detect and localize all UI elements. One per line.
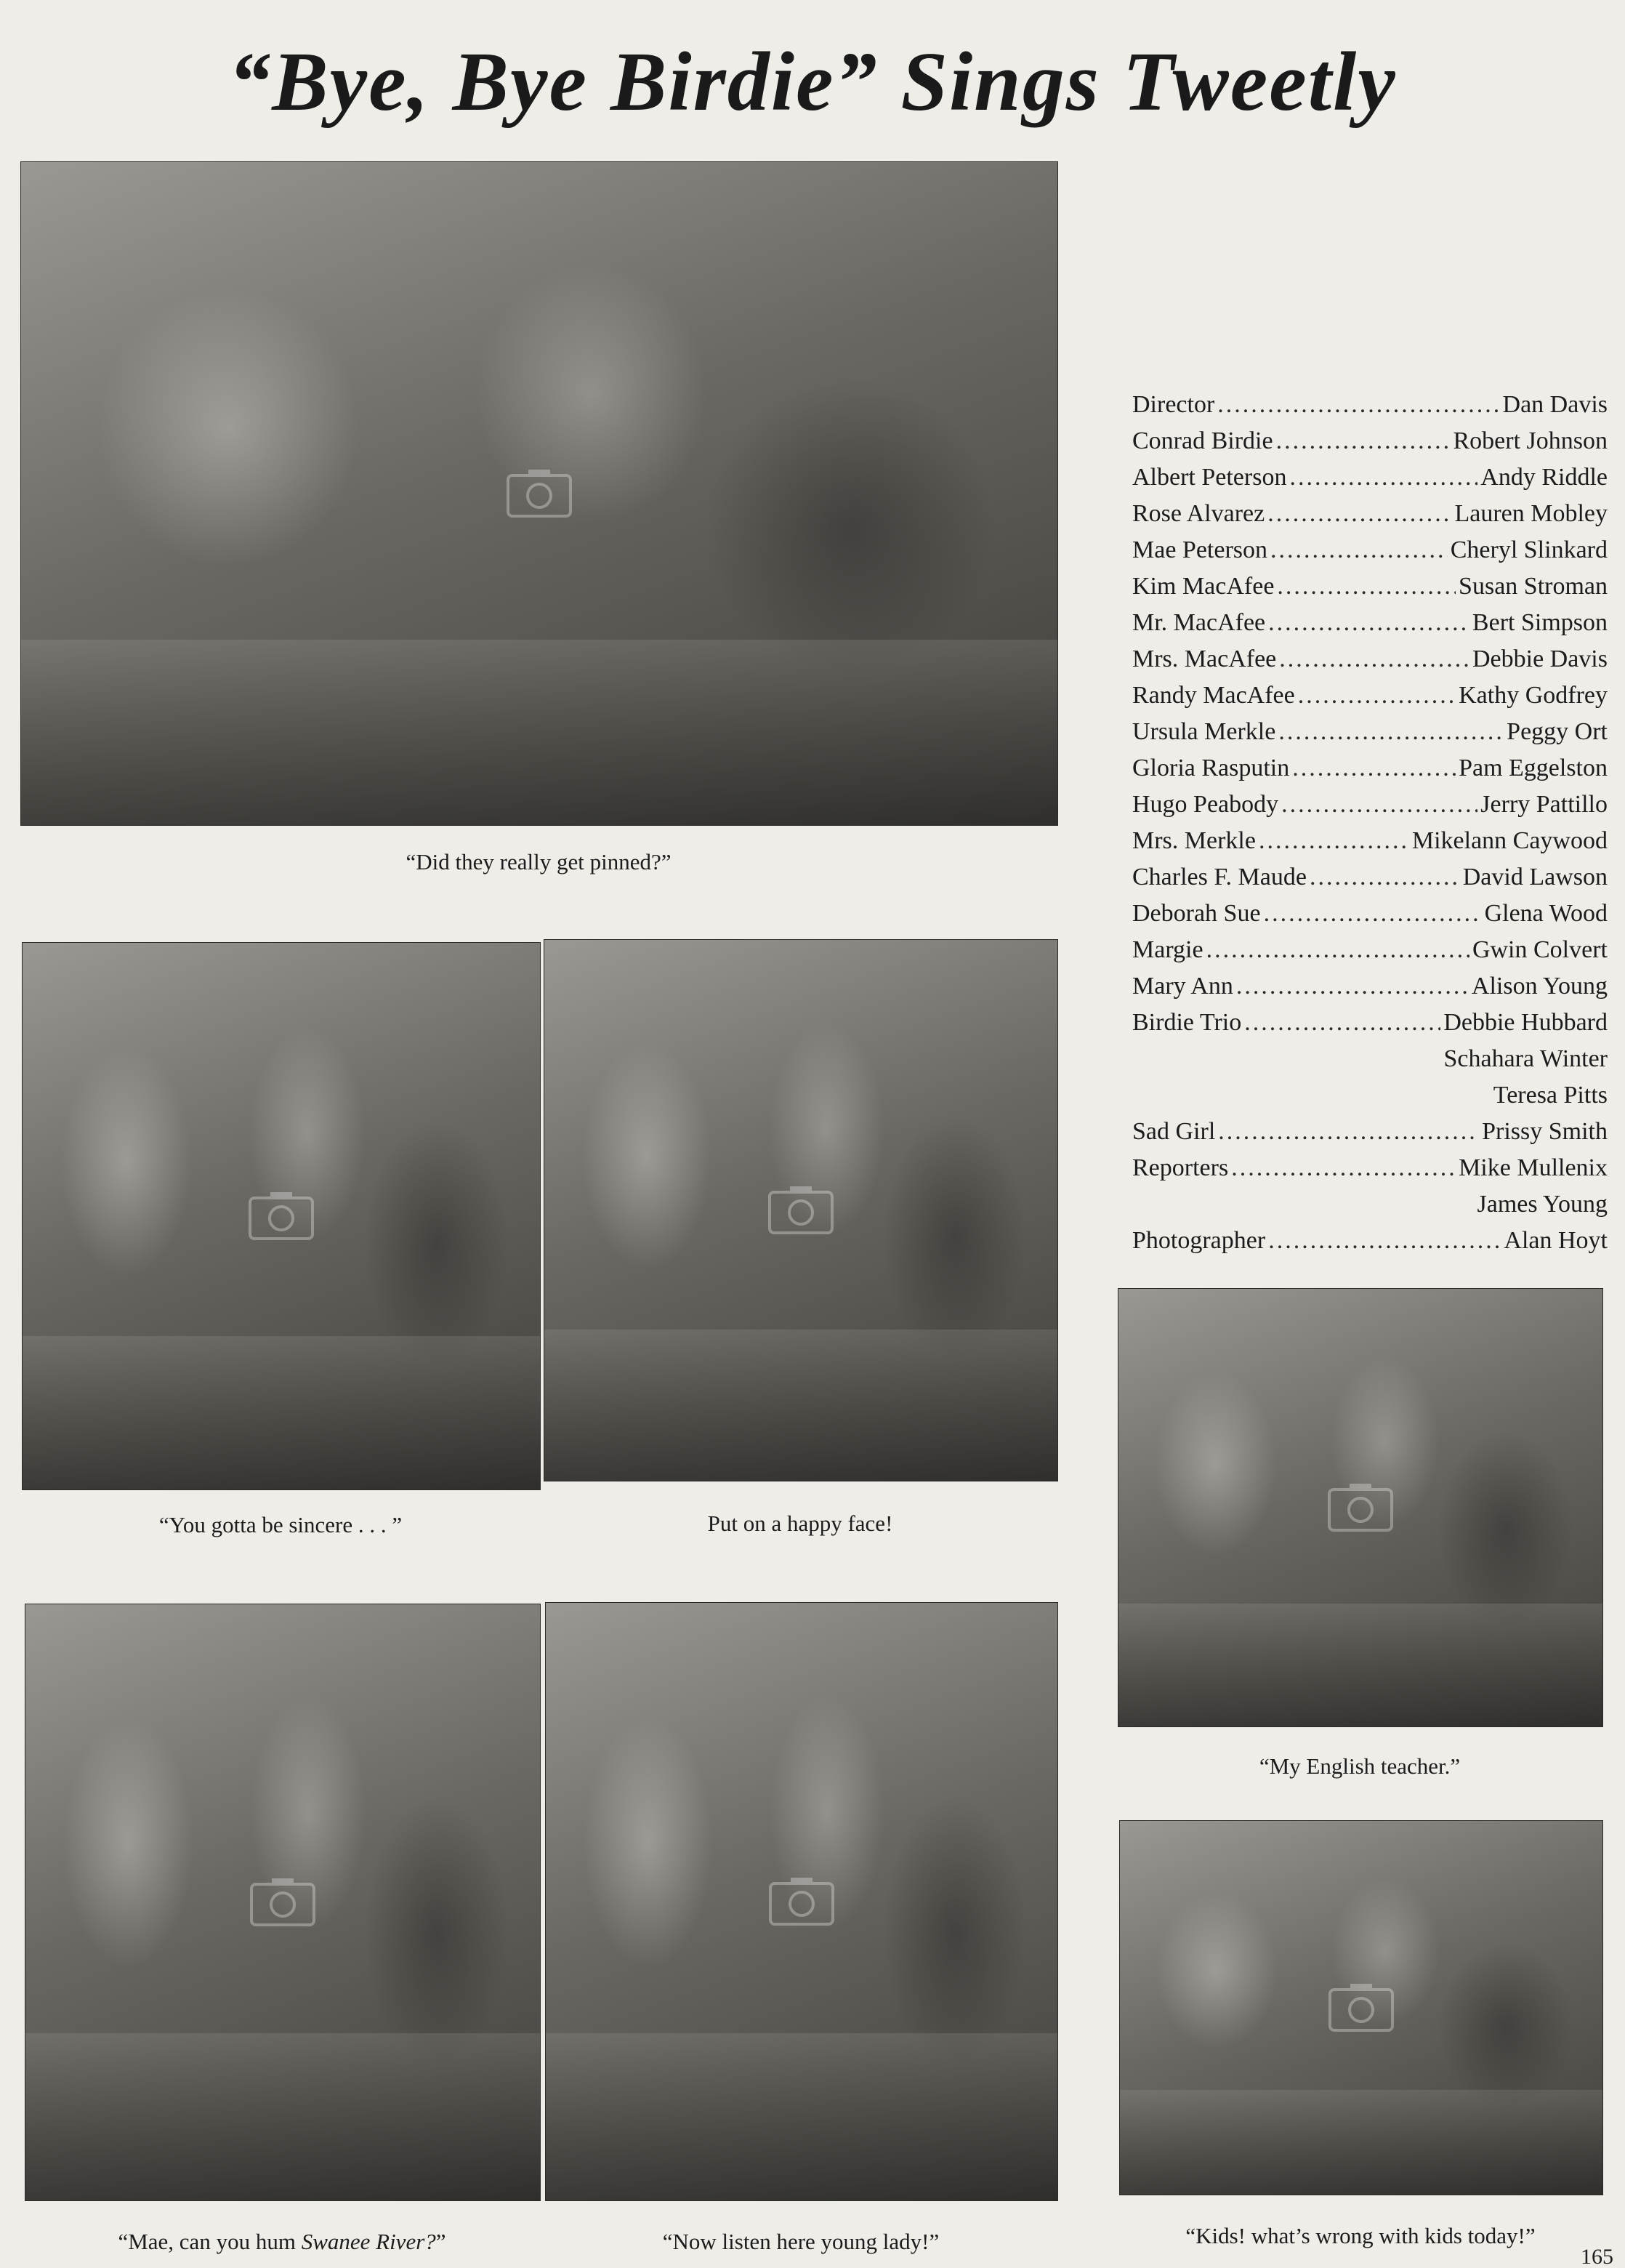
caption-happy-face: Put on a happy face!: [707, 1511, 893, 1536]
cast-actor-continued: Schahara Winter: [1443, 1045, 1608, 1072]
photo-english-teacher: [1118, 1288, 1603, 1727]
cast-actor: Alan Hoyt: [1504, 1227, 1608, 1254]
cast-row: [1132, 1114, 1608, 1150]
caption-pinned: “Did they really get pinned?”: [406, 849, 672, 874]
photo-kids: [1119, 1820, 1603, 2195]
caption-young-lady: “Now listen here young lady!”: [662, 2229, 940, 2254]
cast-role: Photographer: [1132, 1227, 1266, 1254]
cast-row: [1132, 968, 1608, 1005]
cast-role: Hugo Peabody: [1132, 791, 1279, 818]
photo-swanee: [25, 1604, 541, 2201]
photo-sincere: [22, 942, 541, 1490]
leader-dots: [1279, 641, 1469, 677]
cast-role: Mae Peterson: [1132, 536, 1268, 563]
cast-actor: David Lawson: [1462, 864, 1608, 890]
photo-icon: [507, 468, 572, 519]
cast-row: [1132, 1005, 1608, 1041]
cast-row: [1132, 568, 1608, 605]
leader-dots: [1231, 1150, 1456, 1186]
leader-dots: [1264, 896, 1482, 932]
leader-dots: [1218, 1114, 1479, 1150]
photo-happy-face: [544, 939, 1058, 1481]
cast-actor: Mike Mullenix: [1459, 1154, 1608, 1181]
cast-actor: Prissy Smith: [1482, 1118, 1608, 1145]
cast-actor: Cheryl Slinkard: [1450, 536, 1608, 563]
cast-role: Mrs. MacAfee: [1132, 646, 1277, 672]
cast-role: Sad Girl: [1132, 1118, 1216, 1145]
cast-actor: Kathy Godfrey: [1459, 682, 1608, 709]
leader-dots: [1289, 459, 1477, 496]
cast-actor: Mikelann Caywood: [1411, 827, 1608, 854]
cast-role: Margie: [1132, 936, 1203, 963]
cast-row: [1132, 677, 1608, 714]
leader-dots: [1268, 1223, 1501, 1259]
leader-dots: [1292, 750, 1456, 787]
cast-actor: Robert Johnson: [1453, 427, 1608, 454]
cast-actor: Gwin Colvert: [1472, 936, 1608, 963]
cast-row: [1132, 1150, 1608, 1186]
photo-icon: [1328, 1982, 1394, 2033]
leader-dots: [1276, 423, 1451, 459]
cast-row: [1132, 787, 1608, 823]
caption-swanee-suffix: ”: [435, 2229, 446, 2254]
leader-dots: [1277, 568, 1456, 605]
leader-dots: [1244, 1005, 1440, 1041]
cast-row: [1132, 641, 1608, 677]
caption-sincere: “You gotta be sincere . . . ”: [158, 1512, 403, 1537]
cast-actor: Pam Eggelston: [1459, 755, 1608, 781]
cast-actor: Glena Wood: [1484, 900, 1608, 927]
cast-actor: Peggy Ort: [1507, 718, 1608, 745]
cast-actor: Alison Young: [1471, 973, 1608, 1000]
cast-role: Kim MacAfee: [1132, 573, 1275, 600]
photo-icon: [249, 1191, 314, 1242]
cast-row: [1132, 750, 1608, 787]
cast-role: Mrs. Merkle: [1132, 827, 1256, 854]
cast-actor: Dan Davis: [1502, 391, 1608, 418]
cast-role: Randy MacAfee: [1132, 682, 1295, 709]
photo-icon: [768, 1185, 834, 1236]
photo-pinned: [20, 161, 1058, 826]
photo-young-lady: [545, 1602, 1058, 2201]
cast-role: Birdie Trio: [1132, 1009, 1242, 1036]
cast-role: Albert Peterson: [1132, 464, 1287, 491]
cast-role: Deborah Sue: [1132, 900, 1261, 927]
cast-role: Conrad Birdie: [1132, 427, 1273, 454]
cast-actor: Susan Stroman: [1459, 573, 1608, 600]
cast-actor: Lauren Mobley: [1454, 500, 1608, 527]
leader-dots: [1268, 605, 1469, 641]
cast-actor-continued: James Young: [1477, 1191, 1608, 1218]
leader-dots: [1217, 387, 1499, 423]
photo-icon: [250, 1877, 315, 1928]
caption-swanee: [25, 2227, 539, 2256]
page-title: “Bye, Bye Birdie” Sings Tweetly: [228, 36, 1397, 129]
page-number: 165: [1581, 2246, 1613, 2268]
leader-dots: [1267, 496, 1451, 532]
caption-swanee-prefix: “Mae, can you hum: [118, 2229, 302, 2254]
cast-row: [1132, 459, 1608, 496]
cast-role: Reporters: [1132, 1154, 1229, 1181]
leader-dots: [1278, 714, 1504, 750]
cast-role: Gloria Rasputin: [1132, 755, 1290, 781]
cast-row: [1132, 714, 1608, 750]
cast-actor: Andy Riddle: [1480, 464, 1608, 491]
leader-dots: [1259, 823, 1409, 859]
caption-english-teacher: “My English teacher.”: [1259, 1753, 1461, 1779]
cast-actor: Jerry Pattillo: [1480, 791, 1608, 818]
cast-list: [1132, 387, 1608, 1259]
cast-row: [1132, 932, 1608, 968]
leader-dots: [1298, 677, 1456, 714]
cast-role: Charles F. Maude: [1132, 864, 1307, 890]
cast-row: [1132, 823, 1608, 859]
leader-dots: [1270, 532, 1448, 568]
cast-actor: Bert Simpson: [1472, 609, 1608, 636]
leader-dots: [1236, 968, 1469, 1005]
cast-row: [1132, 423, 1608, 459]
cast-row: [1132, 896, 1608, 932]
leader-dots: [1206, 932, 1469, 968]
leader-dots: [1310, 859, 1460, 896]
caption-swanee-title: Swanee River?: [301, 2229, 436, 2254]
cast-row: [1132, 532, 1608, 568]
cast-role: Ursula Merkle: [1132, 718, 1276, 745]
cast-row: [1132, 1223, 1608, 1259]
leader-dots: [1281, 787, 1477, 823]
cast-row: [1132, 496, 1608, 532]
cast-actor-continued: Teresa Pitts: [1493, 1082, 1608, 1109]
cast-row: [1132, 859, 1608, 896]
cast-role: Mr. MacAfee: [1132, 609, 1266, 636]
cast-row: [1132, 605, 1608, 641]
cast-row: [1132, 387, 1608, 423]
cast-role: Rose Alvarez: [1132, 500, 1265, 527]
photo-icon: [769, 1876, 834, 1927]
cast-role: Mary Ann: [1132, 973, 1233, 1000]
photo-icon: [1328, 1482, 1393, 1533]
cast-actor: Debbie Hubbard: [1443, 1009, 1608, 1036]
caption-kids: “Kids! what’s wrong with kids today!”: [1185, 2223, 1536, 2248]
cast-role: Director: [1132, 391, 1215, 418]
cast-actor: Debbie Davis: [1472, 646, 1608, 672]
